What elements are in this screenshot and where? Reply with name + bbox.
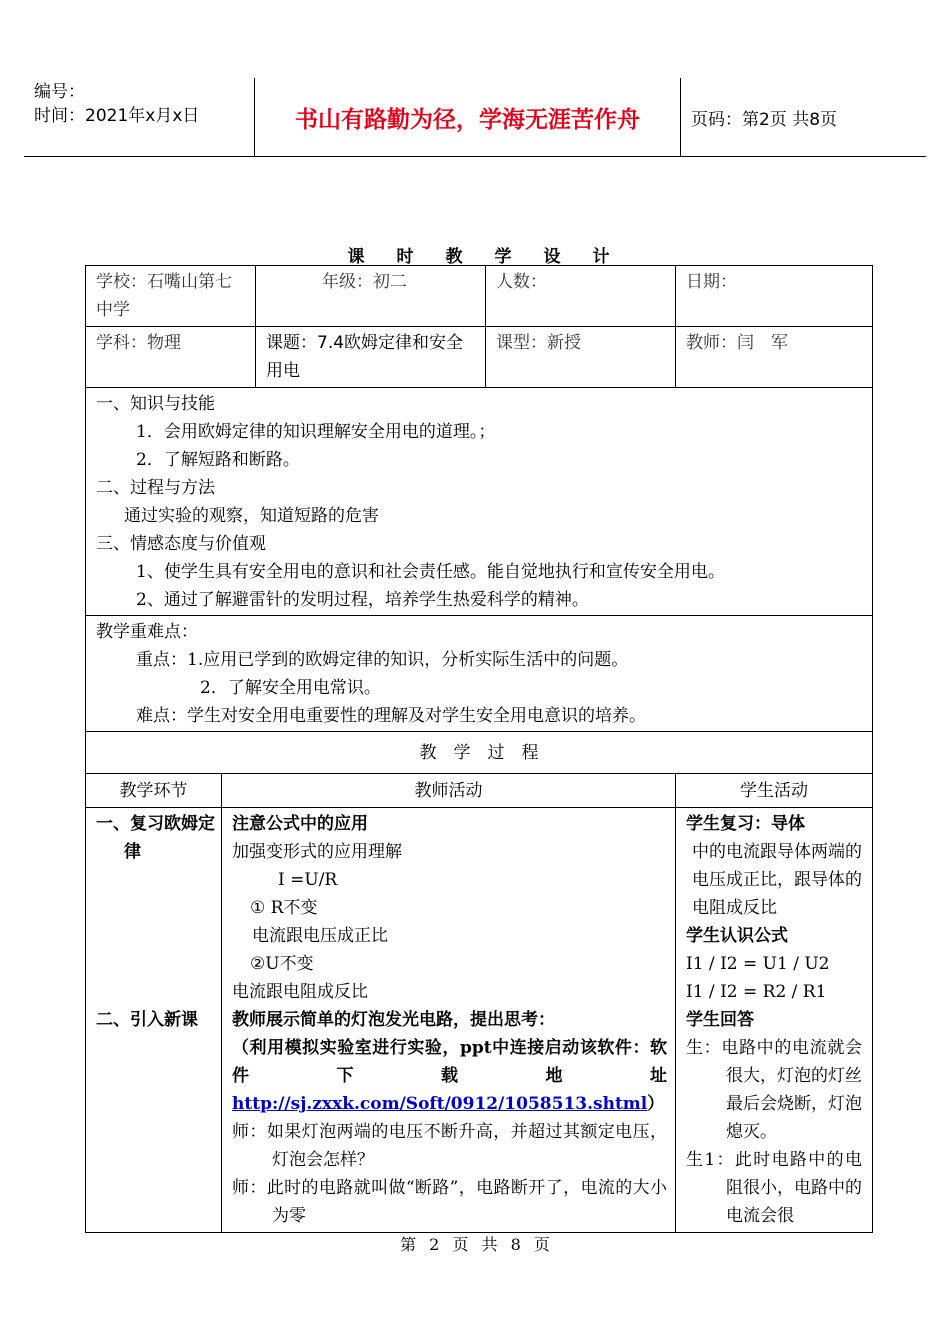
objective-item: 通过实验的观察，知道短路的危害 xyxy=(124,506,379,526)
column-header-stage: 教学环节 xyxy=(86,774,222,808)
student-line: 学生复习：导体 xyxy=(686,814,805,834)
column-header-student: 学生活动 xyxy=(676,774,873,808)
objectives-row xyxy=(86,388,873,616)
header-divider xyxy=(680,78,681,156)
teacher-line: 注意公式中的应用 xyxy=(232,814,368,834)
teacher-line: ① R不变 xyxy=(250,898,318,918)
teacher-line: 师：如果灯泡两端的电压不断升高，并超过其额定电压，灯泡会怎样？ xyxy=(232,1122,667,1170)
info-row xyxy=(86,327,873,388)
teacher-line: 加强变形式的应用理解 xyxy=(232,842,402,862)
process-title: 教 学 过 程 xyxy=(86,732,873,774)
stage-intro: 二、引入新课 xyxy=(96,1010,198,1030)
keypoint-item: 难点：学生对安全用电重要性的理解及对学生安全用电意识的培养。 xyxy=(136,706,646,726)
objective-heading: 一、知识与技能 xyxy=(96,394,215,414)
grade-cell: 年级：初二 xyxy=(256,266,486,327)
student-line: 生1：此时电路中的电阻很小，电路中的电流会很 xyxy=(686,1150,862,1226)
objective-heading: 二、过程与方法 xyxy=(96,478,215,498)
teacher-line: 教师展示简单的灯泡发光电路，提出思考： xyxy=(232,1010,555,1030)
teacher-line: ②U不变 xyxy=(250,954,314,974)
stage-cell xyxy=(86,808,222,1233)
student-line: 中的电流跟导体两端的电压成正比，跟导体的电阻成反比 xyxy=(692,842,862,918)
page-header xyxy=(24,78,926,157)
date-cell: 日期： xyxy=(676,266,873,327)
teacher-line: 师：此时的电路就叫做“断路”，电路断开了，电流的大小为零 xyxy=(232,1178,667,1226)
student-line: 学生回答 xyxy=(686,1010,754,1030)
keypoints-title: 教学重难点： xyxy=(96,622,198,642)
teacher-cell: 教师：闫 军 xyxy=(676,327,873,388)
process-title-row xyxy=(86,732,873,774)
objective-item: 2．了解短路和断路。 xyxy=(136,450,300,470)
formula: I =U/R xyxy=(278,870,338,890)
teacher-line: 电流跟电压成正比 xyxy=(252,926,388,946)
info-row xyxy=(86,266,873,327)
objective-item: 2、通过了解避雷针的发明过程，培养学生热爱科学的精神。 xyxy=(136,590,589,610)
stage-review: 一、复习欧姆定律 xyxy=(96,814,215,862)
formula: I1 / I2 = U1 / U2 xyxy=(686,954,830,974)
software-note-end: ） xyxy=(647,1094,665,1114)
teacher-line: 电流跟电阻成反比 xyxy=(232,982,368,1002)
column-header-teacher: 教师活动 xyxy=(222,774,676,808)
page-footer: 第 2 页 共 8 页 xyxy=(400,1235,550,1254)
formula: I1 / I2 = R2 / R1 xyxy=(686,982,827,1002)
header-page-label: 页码：第2页 共8页 xyxy=(691,109,838,130)
process-content-row xyxy=(86,808,873,1233)
time-label: 时间：2021年x月x日 xyxy=(34,106,200,126)
objectives-cell xyxy=(86,388,873,616)
document-title: 课时教学设计 xyxy=(347,247,642,267)
software-download-link[interactable]: http://sj.zxxk.com/Soft/0912/1058513.shtml xyxy=(232,1094,648,1114)
type-cell: 课型：新授 xyxy=(486,327,676,388)
subject-cell: 学科：物理 xyxy=(86,327,256,388)
software-note: （利用模拟实验室进行实验，ppt中连接启动该软件：软件下载地址 xyxy=(232,1038,667,1086)
topic-cell: 课题：7.4欧姆定律和安全用电 xyxy=(256,327,486,388)
teacher-activity-cell xyxy=(222,808,676,1233)
keypoints-cell xyxy=(86,616,873,732)
keypoint-item: 重点：1.应用已学到的欧姆定律的知识，分析实际生活中的问题。 xyxy=(136,650,629,670)
school-cell: 学校：石嘴山第七中学 xyxy=(86,266,256,327)
count-cell: 人数： xyxy=(486,266,676,327)
teacher-line xyxy=(232,1034,667,1118)
objective-item: 1、使学生具有安全用电的意识和社会责任感。能自觉地执行和宣传安全用电。 xyxy=(136,562,725,582)
column-header-row xyxy=(86,774,873,808)
number-label: 编号： xyxy=(34,82,85,102)
lesson-plan-table xyxy=(85,265,873,1233)
keypoints-row xyxy=(86,616,873,732)
header-meta xyxy=(34,78,254,158)
objective-item: 1．会用欧姆定律的知识理解安全用电的道理。； xyxy=(136,422,496,442)
objective-heading: 三、情感态度与价值观 xyxy=(96,534,266,554)
header-motto: 书山有路勤为径，学海无涯苦作舟 xyxy=(295,106,640,133)
student-line: 学生认识公式 xyxy=(686,926,788,946)
student-activity-cell xyxy=(676,808,873,1233)
keypoint-item: 2．了解安全用电常识。 xyxy=(200,678,381,698)
student-line: 生：电路中的电流就会很大，灯泡的灯丝最后会烧断，灯泡熄灭。 xyxy=(686,1038,862,1142)
